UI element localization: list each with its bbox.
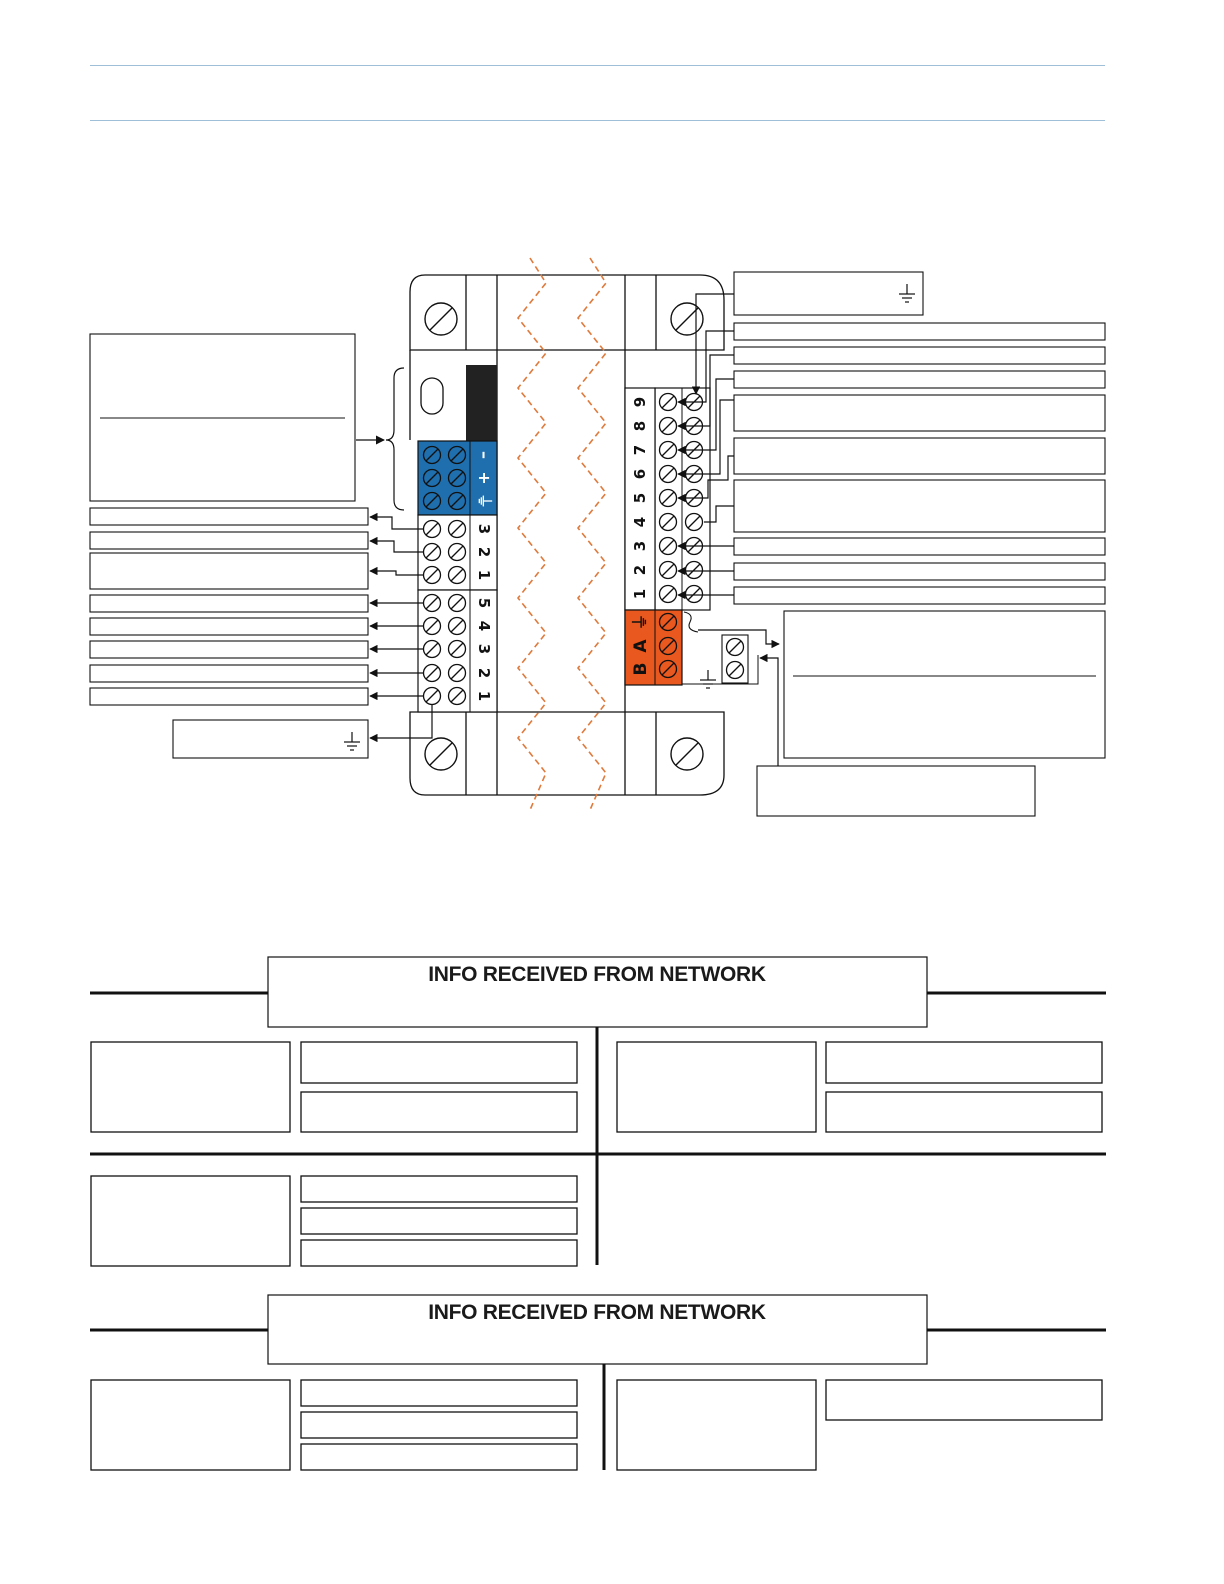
mounting-screw-bottom-left-icon (425, 738, 457, 770)
controller-cover (466, 365, 497, 441)
right-terminal-3-label: 3 (631, 540, 649, 552)
right-terminal-8-label: 8 (631, 420, 649, 432)
left-callout-lower-4 (90, 618, 368, 635)
s2-left-output-a (301, 1380, 577, 1406)
lower-terminal-1-label: 1 (475, 690, 493, 702)
network-a-label: A (631, 639, 651, 653)
left-callout-upper-1 (90, 553, 368, 589)
s2-right-source-box (617, 1380, 816, 1470)
left-callout-lower-1 (90, 688, 368, 705)
s1-lower-source-box (91, 1176, 290, 1266)
mounting-screw-top-left-icon (425, 303, 457, 335)
left-callout-upper-3 (90, 508, 368, 525)
right-terminal-6-label: 6 (631, 468, 649, 480)
right-callout-1 (734, 587, 1105, 604)
left-callout-lower-2 (90, 665, 368, 682)
shield-callout-box (757, 766, 1035, 816)
right-terminal-1-label: 1 (631, 588, 649, 600)
left-callout-lower-5 (90, 595, 368, 612)
s1-right-source-box (617, 1042, 816, 1132)
right-callout-6 (734, 395, 1105, 431)
lower-terminal-3-label: 3 (475, 643, 493, 655)
right-terminal-2-label: 2 (631, 564, 649, 576)
s2-right-output-a (826, 1380, 1102, 1420)
power-brace (386, 368, 404, 510)
power-minus-label: – (475, 451, 494, 459)
right-terminal-9-label: 9 (631, 396, 649, 408)
network-ground-icon (700, 670, 716, 688)
right-callout-5 (734, 438, 1105, 474)
right-ground-callout (734, 272, 923, 315)
left-ground-callout (173, 720, 368, 758)
mounting-screw-top-right-icon (671, 303, 703, 335)
section1-banner-title: INFO RECEIVED FROM NETWORK (428, 963, 766, 986)
upper-terminal-3-label: 3 (475, 523, 493, 535)
s1-left-source-box (91, 1042, 290, 1132)
s2-left-output-c (301, 1444, 577, 1470)
right-callout-7 (734, 371, 1105, 388)
right-callout-4 (734, 480, 1105, 532)
right-terminal-5-label: 5 (631, 492, 649, 504)
lower-terminal-4-label: 4 (475, 620, 493, 632)
left-callout-lower-3 (90, 641, 368, 658)
section2-banner-title: INFO RECEIVED FROM NETWORK (428, 1301, 766, 1324)
right-terminal-7-label: 7 (631, 444, 649, 456)
s1-lower-output-a (301, 1176, 577, 1202)
upper-terminal-1-label: 1 (475, 569, 493, 581)
upper-terminal-2-label: 2 (475, 546, 493, 558)
right-callout-9 (734, 323, 1105, 340)
s2-left-output-b (301, 1412, 577, 1438)
mounting-screw-bottom-right-icon (671, 738, 703, 770)
s2-left-source-box (91, 1380, 290, 1470)
left-callout-upper-2 (90, 532, 368, 549)
s1-lower-output-c (301, 1240, 577, 1266)
network-b-label: B (631, 662, 651, 676)
s1-left-output-a (301, 1042, 577, 1083)
right-terminal-4-label: 4 (631, 516, 649, 528)
s1-left-output-b (301, 1092, 577, 1132)
lower-terminal-2-label: 2 (475, 667, 493, 679)
power-ground-label: ⏚ (475, 492, 494, 510)
network-ground-label: ⏚ (631, 613, 651, 631)
s1-lower-output-b (301, 1208, 577, 1234)
s1-right-output-a (826, 1042, 1102, 1083)
right-callout-3 (734, 538, 1105, 555)
network-callout-box (784, 611, 1105, 758)
right-callout-8 (734, 347, 1105, 364)
s1-right-output-b (826, 1092, 1102, 1132)
power-plus-label: + (475, 471, 494, 485)
right-callout-2 (734, 563, 1105, 580)
lower-terminal-5-label: 5 (475, 597, 493, 609)
